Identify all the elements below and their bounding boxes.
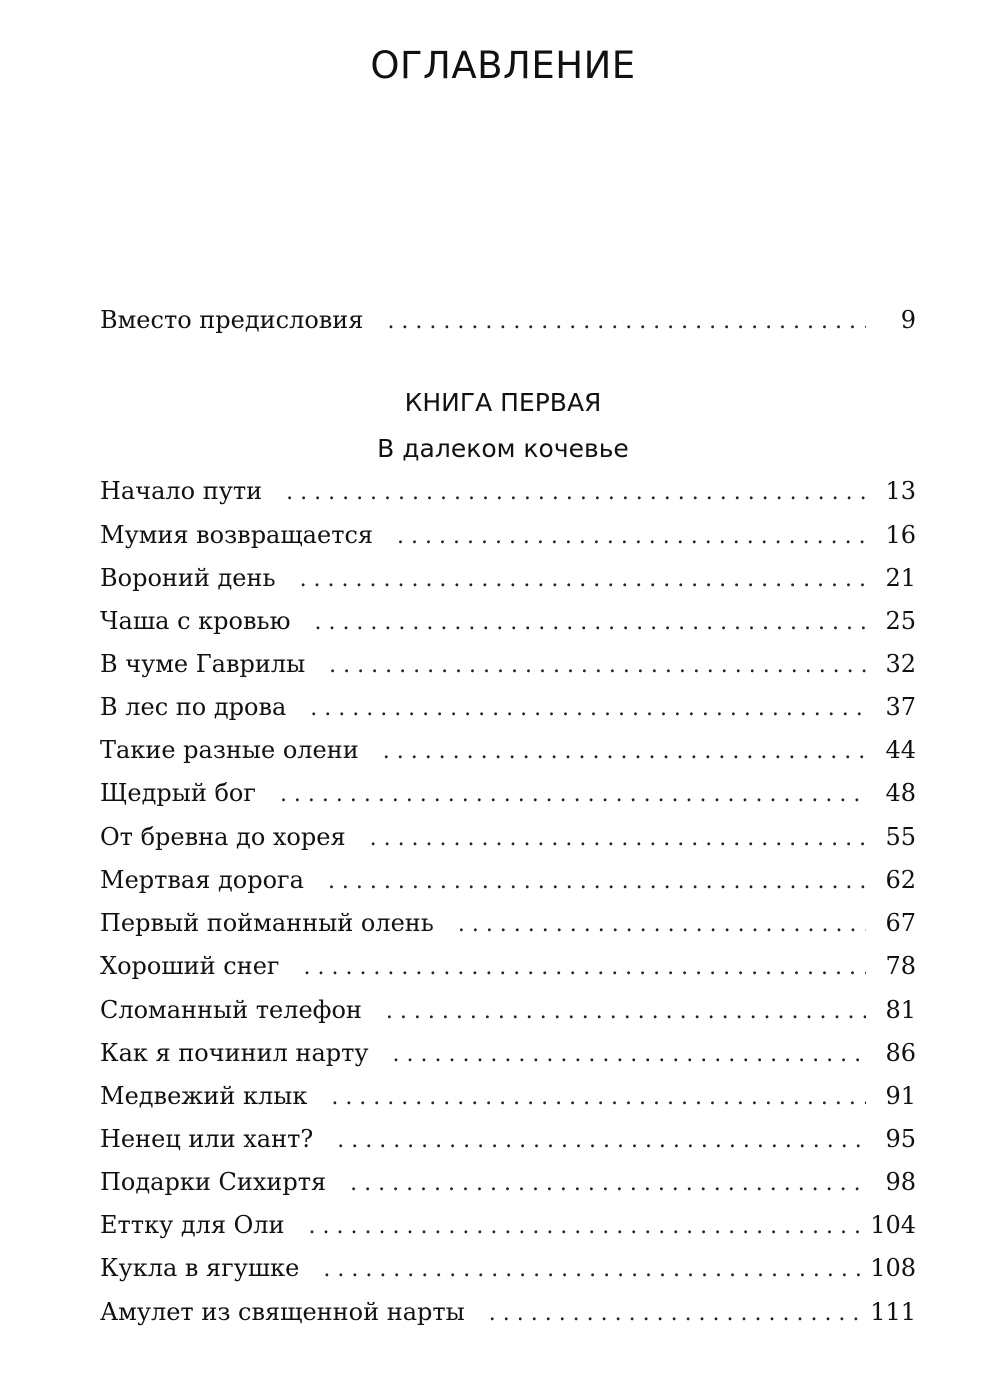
dot-leader (350, 1164, 866, 1204)
toc-entry-page: 91 (885, 1082, 916, 1110)
toc-entry[interactable] (100, 990, 916, 1030)
toc-entry-title: Амулет из священной нарты (100, 1298, 465, 1326)
book-subtitle: В далеком кочевье (377, 434, 629, 463)
toc-entry[interactable] (100, 558, 916, 598)
toc-entry-title: В чуме Гаврилы (100, 650, 306, 678)
dot-leader (489, 1294, 860, 1334)
toc-entry-page: 86 (885, 1039, 916, 1067)
toc-entry-intro[interactable] (100, 300, 916, 340)
toc-entry[interactable] (100, 644, 916, 684)
toc-entry-page: 98 (885, 1168, 916, 1196)
toc-entry[interactable] (100, 471, 916, 511)
toc-entry-title: Вороний день (100, 564, 276, 592)
toc-entry[interactable] (100, 601, 916, 641)
toc-entry-title: Медвежий клык (100, 1082, 308, 1110)
toc-entry-title: Вместо предисловия (100, 306, 364, 334)
toc-entry-page: 62 (885, 866, 916, 894)
toc-entry[interactable] (100, 687, 916, 727)
toc-entry-title: Мумия возвращается (100, 521, 374, 549)
toc-entry[interactable] (100, 946, 916, 986)
toc-entry-title: Начало пути (100, 477, 263, 505)
toc-entry-page: 44 (885, 736, 916, 764)
toc-entry[interactable] (100, 817, 916, 857)
dot-leader (331, 1078, 866, 1118)
dot-leader (309, 1207, 861, 1247)
book-title: КНИГА ПЕРВАЯ (404, 388, 602, 417)
dot-leader (387, 302, 866, 342)
toc-entry-title: Подарки Сихиртя (100, 1168, 327, 1196)
toc-entry-page: 104 (870, 1211, 916, 1239)
toc-entry-page: 16 (885, 521, 916, 549)
toc-entry-title: Как я починил нарту (100, 1039, 369, 1067)
toc-entry-page: 67 (885, 909, 916, 937)
toc-entry[interactable] (100, 903, 916, 943)
dot-leader (300, 560, 866, 600)
dot-leader (286, 473, 866, 513)
dot-leader (393, 1035, 866, 1075)
toc-entry-page: 21 (885, 564, 916, 592)
dot-leader (304, 948, 867, 988)
toc-entry[interactable] (100, 1162, 916, 1202)
toc-entry-page: 108 (870, 1254, 916, 1282)
toc-entry[interactable] (100, 515, 916, 555)
dot-leader (370, 819, 866, 859)
toc-entry-page: 95 (885, 1125, 916, 1153)
toc-entry-page: 48 (885, 779, 916, 807)
toc-entry-title: От бревна до хорея (100, 823, 346, 851)
toc-entry-page: 81 (885, 996, 916, 1024)
dot-leader (329, 646, 866, 686)
toc-entry-title: Чаша с кровью (100, 607, 291, 635)
toc-entry-title: Первый пойманный олень (100, 909, 434, 937)
toc-entry-page: 111 (870, 1298, 916, 1326)
toc-entry-page: 13 (885, 477, 916, 505)
toc-entry-title: Щедрый бог (100, 779, 256, 807)
toc-entry[interactable] (100, 1076, 916, 1116)
dot-leader (323, 1250, 860, 1290)
dot-leader (383, 732, 866, 772)
toc-entry[interactable] (100, 1248, 916, 1288)
dot-leader (386, 992, 866, 1032)
toc-entry[interactable] (100, 1205, 916, 1245)
toc-entry-page: 37 (885, 693, 916, 721)
dot-leader (314, 603, 866, 643)
toc-entry[interactable] (100, 773, 916, 813)
toc-entry[interactable] (100, 1292, 916, 1332)
toc-entry-title: В лес по дрова (100, 693, 287, 721)
toc-entry[interactable] (100, 1119, 916, 1159)
page-title: ОГЛАВЛЕНИЕ (370, 44, 636, 87)
toc-entry-title: Такие разные олени (100, 736, 359, 764)
toc-entry-title: Хороший снег (100, 952, 280, 980)
dot-leader (310, 689, 866, 729)
toc-entry-page: 55 (885, 823, 916, 851)
dot-leader (328, 862, 866, 902)
toc-entry[interactable] (100, 860, 916, 900)
toc-entry-title: Сломанный телефон (100, 996, 362, 1024)
toc-entry-page: 25 (885, 607, 916, 635)
toc-entry-title: Еттку для Оли (100, 1211, 285, 1239)
dot-leader (397, 517, 866, 557)
toc-entry-page: 78 (885, 952, 916, 980)
dot-leader (458, 905, 866, 945)
toc-entry[interactable] (100, 1033, 916, 1073)
dot-leader (280, 775, 866, 815)
toc-entry-title: Ненец или хант? (100, 1125, 314, 1153)
toc-entry[interactable] (100, 730, 916, 770)
toc-entry-page: 9 (900, 306, 916, 334)
dot-leader (337, 1121, 866, 1161)
toc-entry-title: Кукла в ягушке (100, 1254, 300, 1282)
toc-entry-page: 32 (885, 650, 916, 678)
toc-entry-title: Мертвая дорога (100, 866, 304, 894)
